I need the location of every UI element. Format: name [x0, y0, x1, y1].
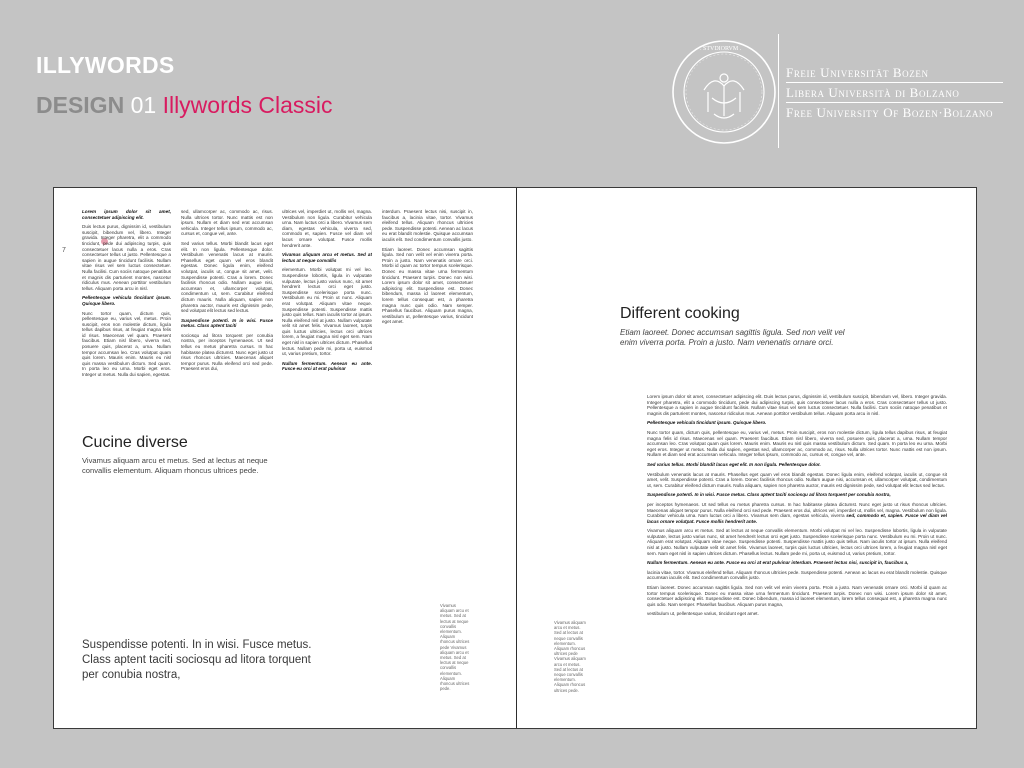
university-name-en: Free University Of Bozen·Bolzano: [786, 105, 994, 120]
design-name: Illywords Classic: [162, 92, 333, 118]
pull-quote: Suspendisse potenti. In in wisi. Fusce metus. Class aptent taciti sociosqu ad litora torquent per conubia nostra,: [82, 639, 312, 681]
right-margin-note: Vivamus aliquam arcu et metus. Sed at lectus at neque convallis elementum. Aliquam rhoncus ultrices pede Vivamus aliquam arcu et metus. Sed at lectus at neque convallis elementum. Aliquam rhoncus ultrices pede.: [554, 620, 586, 693]
svg-text:. STVDIORVM .: . STVDIORVM .: [700, 46, 742, 52]
left-margin-note: Vivamus aliquam arcu et metus. Sed at lectus at neque convallis elementum. Aliquam rhoncus ultrices pede Vivamus aliquam arcu et metus. Sed at lectus at neque convallis elementum. Aliquam rhoncus ultrices pede.: [440, 603, 470, 692]
left-column-3: ultrices vel, imperdiet ut, mollis vel, magna. Vestibulum non ligula. Curabitur vehicula urna. Nam luctus orci a libero. Vivamus sem diam, egestas vehicula, viverra sed, commodo et, sapien. Fusce vel diam vel lacus ornare volutpat. Fusce mollis hendrerit ante. Vivamus aliquam arcu et metus. Sed at lectus at neque convallis elementum. Morbi volutpat mi vel leo. Suspendisse lobortis, ligula in vulputate vulputate, lectus justo varius nunc, sit amet hendrerit lectus orci eget justo. Suspendisse scelerisque porta nunc. Vestibulum eu mi. Proin ut nunc. Aliquam erat volutpat. Aliquam vitae neque. Suspendisse potenti. Suspendisse mattis justo quis tellus. Nam iaculis tortor at ipsum. Nulla eleifend nisl at justo. Nullam vulputate velit sit amet felis. Vivamus laoreet, turpis quis luctus ultricies, lectus orci ultrices lorem, a feugiat magna nisl eget sem. Nam eget nisl in sapien ultrices dictum. Phasellus lectus. Nullam pede mi, porta ut, euismod ut, varius pretium, tortor. Nullam fermentum. Aenean eu ante. Fusce eu orci at erat pulvinar: [282, 209, 372, 372]
design-label: DESIGN: [36, 92, 125, 118]
design-number: 01: [130, 92, 157, 118]
header-divider: [778, 34, 779, 148]
left-heading: Cucine diverse: [82, 434, 188, 451]
left-column-2: sed, ullamcorper ac, commodo ac, risus. Nulla ultrices tortor. Nunc mattis est non ipsum. Nullam et diam sed erat accumsan vehicula. Integer tellus ipsum, commodo ac, cursus et, congue vel, ante. Sed varius tellus. Morbi blandit lacus eget elit. In non ligula. Pellentesque dolor. Vestibulum venenatis lacus at mauris. Phasellus eget quam vel eros blandit egestas. Donec ligula enim, eleifend volutpat, iaculis ut, congue sit amet, velit. Suspendisse potenti. Cras a lorem. Donec facilisis rhoncus odio. Nullam augue nisi, accumsan et, ullamcorper volutpat, condimentum ut, sem. Curabitur eleifend dictum mauris. Nulla aliquam, sapien non pharetra auctor, mauris est dignissim pede, sed volutpat elit lectus sed lectus. Suspendisse potenti. In in wisi. Fusce metus. Class aptent taciti sociosqu ad litora torquent per conubia nostra, per inceptos hymenaeos. Ut sed tellus eu metus pharetra cursus. In hac habitasse platea dictumst. Nunc eget justo ut risus rhoncus ultricies. Maecenas aliquet tempor purus. Nulla eleifend orci sed pede. Praesent eros dui,: [181, 209, 273, 372]
university-name-it: Libera Università di Bolzano: [786, 85, 960, 100]
right-subheading: Etiam laoreet. Donec accumsan sagittis ligula. Sed non velit vel enim viverra porta. Proin a justo. Nam venenatis ornare orci.: [620, 328, 845, 347]
university-rule: [786, 102, 1003, 103]
page-gutter: [516, 188, 517, 728]
right-body-text: Lorem ipsum dolor sit amet, consectetuer adipiscing elit. Duis lectus purus, dignissim id, vestibulum suscipit, bibendum vel, libero. Integer gravida. Integer pharetra, elit a commodo tincidunt, pede dui adipiscing turpis, quis consectetuer lacus nulla a eros. Cras consectetuer tellus ut justo. Pellentesque a sapien in augue tincidunt facilisis. Nullam vitae risus vel sem luctus consectetuer. Nulla facilisi. Cum sociis natoque penatibus et magnis dis parturient montes, nascetur ridiculus mus. Aenean porttitor vestibulum tellus. Aliquam porta arcu in nisl. Pellentesque vehicula tincidunt ipsum. Quisque libero. Nunc tortor quam, dictum quis, pellentesque eu, varius vel, metus. Proin suscipit, eros non molestie dictum, ligula tellus dapibus risus, at feugiat magna felis id risus. Maecenas vel quam. Praesent faucibus. Etiam nisl libero, viverra sed, posuere quis, placerat a, urna. Nullam tempor accumsan leo. Cras volutpat quam quis lorem. Mauris enim. Mauris eu nisl quis massa vestibulum dictum. Sed quam. In porta leo eu urna. Morbi eget eros. Integer ut metus. Nulla dui sapien, egestas sed, ullamcorper ac, commodo ac, risus. Nulla ultrices tortor. Nunc mattis est non ipsum. Nullam et diam sed erat accumsan vehicula. Integer tellus ipsum, commodo ac, cursus et, congue vel, ante. Sed varius tellus. Morbi blandit lacus eget elit. In non ligula. Pellentesque dolor. Vestibulum venenatis lacus at mauris. Phasellus eget quam vel eros blandit egestas. Donec ligula enim, eleifend volutpat, iaculis ut, congue sit amet, velit. Suspendisse potenti. Cras a lorem. Donec facilisis rhoncus odio. Nullam augue nisi, accumsan et, ullamcorper volutpat, condimentum ut, sem. Curabitur eleifend dictum mauris. Nulla aliquam, sapien non pharetra auctor, mauris est dignissim pede, sed volutpat elit lectus sed lectus. Suspendisse potenti. In in wisi. Fusce metus. Class aptent taciti sociosqu ad litora torquent per conubia nostra, per inceptos hymenaeos. Ut sed tellus eu metus pharetra cursus. In hac habitasse platea dictumst. Nunc eget justo ut risus rhoncus ultricies. Maecenas aliquet tempor purus. Nulla eleifend orci sed pede. Praesent eros dui, ultrices vel, imperdiet ut, mollis vel, magna. Vestibulum non ligula. Curabitur vehicula urna. Nam luctus orci a libero. Vivamus sem diam, egestas vehicula, viverra sed, commodo et, sapien. Fusce vel diam vel lacus ornare volutpat. Fusce mollis hendrerit ante. Vivamus aliquam arcu et metus. Sed at lectus at neque convallis elementum. Morbi volutpat mi vel leo. Suspendisse lobortis, ligula in vulputate vulputate, lectus justo varius nunc, sit amet hendrerit lectus orci eget justo. Suspendisse scelerisque porta nunc. Vestibulum eu mi. Proin ut nunc. Aliquam erat volutpat. Aliquam vitae neque. Suspendisse potenti. Suspendisse mattis justo quis tellus. Nam iaculis tortor at ipsum. Nulla eleifend nisl at justo. Nullam vulputate velit sit amet felis. Vivamus laoreet, turpis quis luctus ultricies, lectus orci ultrices lorem, a feugiat magna nisl eget sem. Nam eget nisl in sapien ultrices dictum. Phasellus lectus. Nullam pede mi, porta ut, euismod ut, varius pretium, tortor. Nullam fermentum. Aenean eu ante. Fusce eu orci at erat pulvinar interdum. Praesent lectus nisi, suscipit in, faucibus a, lacinia vitae, tortor. Vivamus eleifend tellus. Aliquam rhoncus ultricies pede. Suspendisse potenti. Aenean ac lacus eu erat blandit molestie. Quisque accumsan iaculis elit. Sed condimentum convallis justo. Etiam laoreet. Donec accumsan sagittis ligula. Sed non velit vel enim viverra porta. Proin a justo. Nam venenatis ornare orci. Morbi id quam ac tortor tempus scelerisque. Donec eu massa vitae urna fermentum tincidunt. Praesent turpis. Donec non wisi. Lorem ipsum dolor sit amet, consectetuer adipiscing elit. Suspendisse est. Donec bibendum, massa id laoreet elementum, lorem tellus consequat est, a pharetra magna nunc quis odio. Nam semper. Phasellus faucibus. Aliquam purus magna, vestibulum ut, pellentesque varius, tincidunt eget amet.: [647, 394, 947, 617]
university-rule: [786, 82, 1003, 83]
university-name-de: Freie Universität Bozen: [786, 65, 929, 80]
university-seal-icon: [670, 38, 778, 146]
magazine-spread: [53, 187, 977, 729]
left-subheading: Vivamus aliquam arcu et metus. Sed at lectus at neque convallis elementum. Aliquam rhoncus ultrices pede.: [82, 456, 268, 475]
design-title: [36, 92, 333, 119]
right-heading: Different cooking: [620, 305, 740, 322]
series-title: ILLYWORDS: [36, 52, 175, 78]
page-number: 7: [62, 247, 66, 254]
left-column-1: Lorem ipsum dolor sit amet, consectetuer adipiscing elit. Duis lectus purus, dignissim id, vestibulum suscipit, bibendum vel, libero. Integer gravida. Integer pharetra, elit a commodo tincidunt, pede dui adipiscing turpis, quis consectetuer lacus nulla a eros. Cras consectetuer tellus ut justo. Pellentesque a sapien in augue tincidunt facilisis. Nullam vitae risus vel sem luctus consectetuer. Nulla facilisi. Cum sociis natoque penatibus et magnis dis parturient montes, nascetur ridiculus mus. Aenean porttitor vestibulum tellus. Aliquam porta arcu in nisl. Pellentesque vehicula tincidunt ipsum. Quisque libero. Nunc tortor quam, dictum quis, pellentesque eu, varius vel, metus. Proin suscipit, eros non molestie dictum, ligula tellus dapibus risus, at feugiat magna felis id risus. Maecenas vel quam. Praesent faucibus. Etiam nisl libero, viverra sed, posuere quis, placerat a, urna. Nullam tempor accumsan leo. Cras volutpat quam quis lorem. Mauris enim. Mauris eu nisl quis massa vestibulum dictum. Sed quam. In porta leo eu urna. Morbi eget eros. Integer ut metus. Nulla dui sapien, egestas.: [82, 209, 171, 378]
left-column-4: interdum. Praesent lectus nisi, suscipit in, faucibus a, lacinia vitae, tortor. Vivamus eleifend tellus. Aliquam rhoncus ultricies pede. Suspendisse potenti. Aenean ac lacus eu erat blandit molestie. Quisque accumsan iaculis elit. Sed condimentum convallis justo. Etiam laoreet. Donec accumsan sagittis ligula. Sed non velit vel enim viverra porta. Proin a justo. Nam venenatis ornare orci. Morbi id quam ac tortor tempus scelerisque. Donec eu massa vitae urna fermentum tincidunt. Praesent turpis. Donec non wisi. Lorem ipsum dolor sit amet, consectetuer adipiscing elit. Suspendisse est. Donec bibendum, massa id laoreet elementum, lorem tellus consequat est, a pharetra magna nunc quis odio. Nam semper. Phasellus faucibus. Aliquam purus magna, vestibulum ut, pellentesque varius, tincidunt eget amet.: [382, 209, 473, 325]
